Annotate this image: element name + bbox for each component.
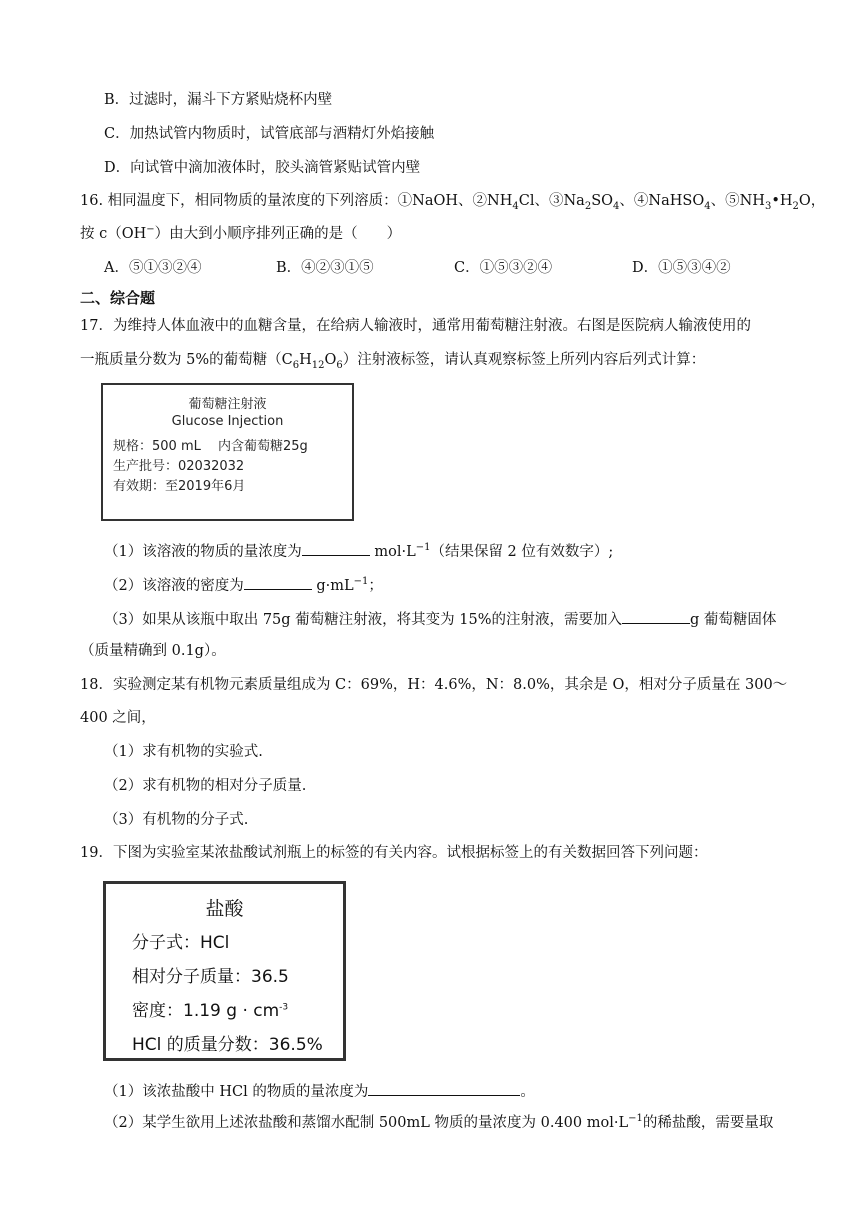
label-title: 盐酸 [205,898,244,920]
q16-option-c: C．①⑤③②④ [454,260,553,276]
q16-option-a: A．⑤①③②④ [104,260,202,276]
label-mass-fraction: HCl 的质量分数：36.5% [132,1035,323,1055]
label-density: 密度：1.19 $g \cdot cm^{-3}$ [132,1001,289,1021]
q16-option-d: D．①⑤③④② [632,260,731,276]
label-batch: 生产批号：02032032 [113,459,245,474]
q18-stem-line1: 18．实验测定某有机物元素质量组成为 C：69%，H：4.6%，N：8.0%，其余是 O，相对分子质量在 300～ [80,677,788,693]
q19-part2: （2）某学生欲用上述浓盐酸和蒸馏水配制 500mL 物质的量浓度为 0.400 $mol\cdot L^{-1}$的稀盐酸，需要量取 [104,1113,774,1131]
q15-option-c: C．加热试管内物质时，试管底部与酒精灯外焰接触 [104,126,435,142]
q17-part3: （3）如果从该瓶中取出 75g 葡萄糖注射液，将其变为 15%的注射液，需要加入 g 葡萄糖固体 [104,608,776,630]
q18-stem-line2: 400 之间， [80,710,156,726]
label-expiry: 有效期：至2019年6月 [113,479,246,494]
q17-part1: （1）该溶液的物质的量浓度为 $mol\cdot L^{-1}$（结果保留 2 位有效数字）; [104,540,613,562]
q16-stem-line2: 按 c（OH−）由大到小顺序排列正确的是（ ） [80,224,402,242]
q18-part1: （1）求有机物的实验式. [104,744,263,760]
answer-blank[interactable] [368,1080,520,1096]
label-formula: 分子式：HCl [132,933,230,953]
q19-part1: （1）该浓盐酸中 HCl 的物质的量浓度为 。 [104,1080,535,1102]
section-heading: 二、综合题 [80,289,156,307]
answer-blank[interactable] [622,608,690,624]
answer-blank[interactable] [244,574,312,590]
q16-option-b: B．④②③①⑤ [276,260,374,276]
hydrochloric-acid-label [103,881,346,1061]
q18-part3: （3）有机物的分子式. [104,812,249,828]
q16-stem-line1: 16. 相同温度下，相同物质的量浓度的下列溶质：①NaOH、$②NH_4Cl$、$③Na_2SO_4$、④NaHSO$_4$、$⑤NH_3•H_2O$， [80,193,826,212]
q15-option-d: D．向试管中滴加液体时，胶头滴管紧贴试管内壁 [104,160,421,176]
glucose-injection-label [101,383,354,521]
q17-part2: （2）该溶液的密度为 $g\cdot mL^{-1}$； [104,574,383,596]
label-title-cn: 葡萄糖注射液 [188,397,267,412]
label-molar-mass: 相对分子质量：36.5 [132,967,289,987]
q17-stem-line1: 17．为维持人体血液中的血糖含量，在给病人输液时，通常用葡萄糖注射液。右图是医院病人输液使用的 [80,318,751,334]
answer-blank[interactable] [302,540,370,556]
label-spec: 规格：500 mL 内含葡萄糖25g [113,439,308,454]
q19-stem: 19．下图为实验室某浓盐酸试剂瓶上的标签的有关内容。试根据标签上的有关数据回答下列问题： [80,845,708,861]
q17-stem-line2: 一瓶质量分数为 5%的葡萄糖$(C_6H_{12}O_6)$注射液标签，请认真观察标签上所列内容后列式计算： [80,352,706,371]
label-title-en: Glucose Injection [171,414,284,429]
q15-option-b: B．过滤时，漏斗下方紧贴烧杯内壁 [104,92,333,108]
q18-part2: （2）求有机物的相对分子质量. [104,778,307,794]
q17-part3-cont: （质量精确到 0.1g）。 [80,643,226,659]
